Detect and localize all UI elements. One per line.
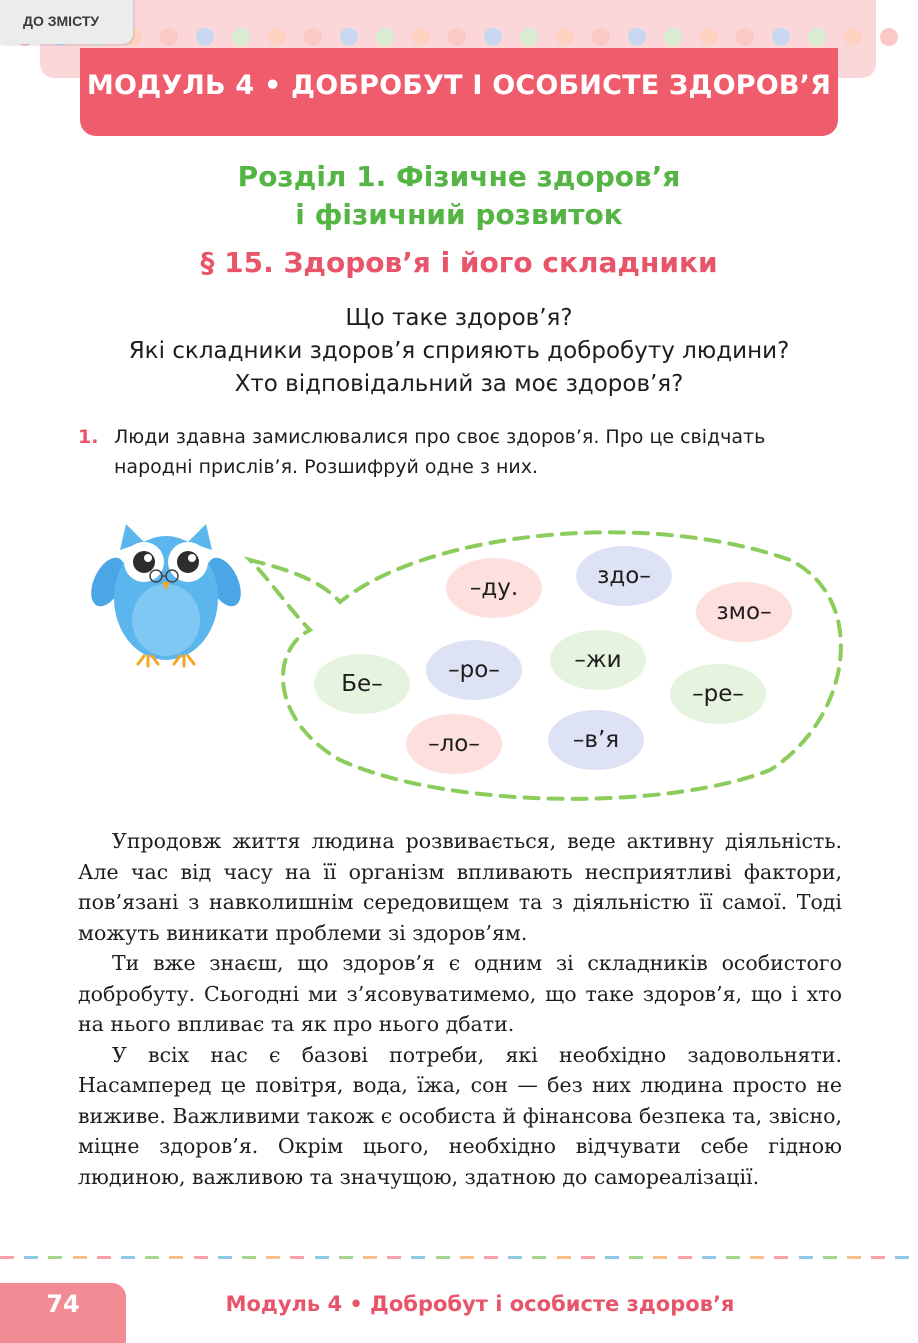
header-dot [268,28,286,46]
footer-dash [411,1256,425,1259]
task-number: 1. [78,426,99,448]
header-dot [340,28,358,46]
footer-dash [194,1256,208,1259]
footer-dash [895,1256,909,1259]
toc-link-label: ДО ЗМІСТУ [23,13,100,29]
footer-dash [702,1256,716,1259]
footer-dash [678,1256,692,1259]
section-title [0,158,918,234]
syllable-bubble: змо– [696,582,792,642]
footer-dash [290,1256,304,1259]
footer-dash [387,1256,401,1259]
header-dot [160,28,178,46]
footer-dash [774,1256,788,1259]
syllable-bubble: –ло– [406,714,502,774]
footer-dash [484,1256,498,1259]
body-text [78,826,842,1192]
footer-dash [363,1256,377,1259]
section-title-line2: і фізичний розвиток [295,198,623,231]
footer-dash [48,1256,62,1259]
header-dot [520,28,538,46]
syllable-bubble: –ре– [670,664,766,724]
footer-dash [605,1256,619,1259]
header-dots [0,28,918,48]
syllable-bubble: Бе– [314,654,410,714]
page-number: 74 [46,1290,80,1318]
footer-dash [73,1256,87,1259]
footer-dash [97,1256,111,1259]
header-dot [736,28,754,46]
footer-dash [266,1256,280,1259]
footer-dash [726,1256,740,1259]
header-dot [196,28,214,46]
header-dot [808,28,826,46]
paragraph-title: § 15. Здоров’я і його складники [200,246,718,279]
body-paragraph: Упродовж життя людина розвивається, веде активну діяльність. Але час від часу на її організм впливають несприятливі фактори, пов’язані з навколишнім середовищем та з діяльністю її самої. Тоді можуть виникати проблеми зі здоров’ям. [78,829,842,945]
footer-dash [508,1256,522,1259]
header-dot [304,28,322,46]
section-title-line1: Розділ 1. Фізичне здоров’я [237,160,681,193]
task-text: Люди здавна замислювалися про своє здоров’я. Про це свідчать народні прислів’я. Розшифруй одне з них. [114,426,766,478]
syllable-bubble: здо– [576,546,672,606]
header-dot [772,28,790,46]
header-dot [484,28,502,46]
module-title: МОДУЛЬ 4 • ДОБРОБУТ І ОСОБИСТЕ ЗДОРОВ’Я [86,70,832,101]
header-dot [880,28,898,46]
footer-dash [0,1256,14,1259]
header-dot [628,28,646,46]
syllable-bubble: –в’я [548,710,644,770]
footer-dash [557,1256,571,1259]
question: Які складники здоров’я сприяють добробуту людини? [128,338,790,364]
footer-module-title: Модуль 4 • Добробут і особисте здоров’я [225,1292,735,1316]
footer-dash [871,1256,885,1259]
footer-dashed-line [0,1256,918,1262]
header-dot [844,28,862,46]
header-dot [376,28,394,46]
header-dot [556,28,574,46]
footer-dash [581,1256,595,1259]
question: Що таке здоров’я? [345,305,573,331]
header-dot [700,28,718,46]
header-dot [232,28,250,46]
footer-dash [169,1256,183,1259]
footer-dash [532,1256,546,1259]
header-dot [448,28,466,46]
footer-dash [629,1256,643,1259]
key-questions [0,302,918,401]
footer-dash [24,1256,38,1259]
header-dot [412,28,430,46]
footer-dash [242,1256,256,1259]
body-paragraph: Ти вже знаєш, що здоров’я є одним зі складників особистого добробуту. Сьогодні ми з’ясовуватимемо, що таке здоров’я, що і хто на нього впливає та як про нього дбати. [78,951,842,1036]
question: Хто відповідальний за моє здоров’я? [234,371,684,397]
header-dot [592,28,610,46]
syllable-bubble: –ду. [446,558,542,618]
footer-dash [145,1256,159,1259]
footer-dash [460,1256,474,1259]
owl-icon [86,520,246,670]
header-dot [664,28,682,46]
footer-dash [121,1256,135,1259]
footer-dash [653,1256,667,1259]
footer-dash [218,1256,232,1259]
body-paragraph: У всіх нас є базові потреби, які необхідно задовольняти. Насамперед це повітря, вода, їжа, сон — без них людина просто не виживе. Важливими також є особиста й фінансова безпека та, звісно, міцне здоров’я. Окрім цього, необхідно відчувати себе гідною людиною, важливою та значущою, здатною до самореалізації. [78,1042,842,1189]
syllable-bubble: –ро– [426,640,522,700]
footer-dash [436,1256,450,1259]
footer-dash [823,1256,837,1259]
footer-dash [750,1256,764,1259]
footer-dash [315,1256,329,1259]
footer-dash [847,1256,861,1259]
toc-link-button[interactable] [0,0,133,44]
footer-dash [799,1256,813,1259]
footer-dash [339,1256,353,1259]
syllable-bubble: –жи [550,630,646,690]
